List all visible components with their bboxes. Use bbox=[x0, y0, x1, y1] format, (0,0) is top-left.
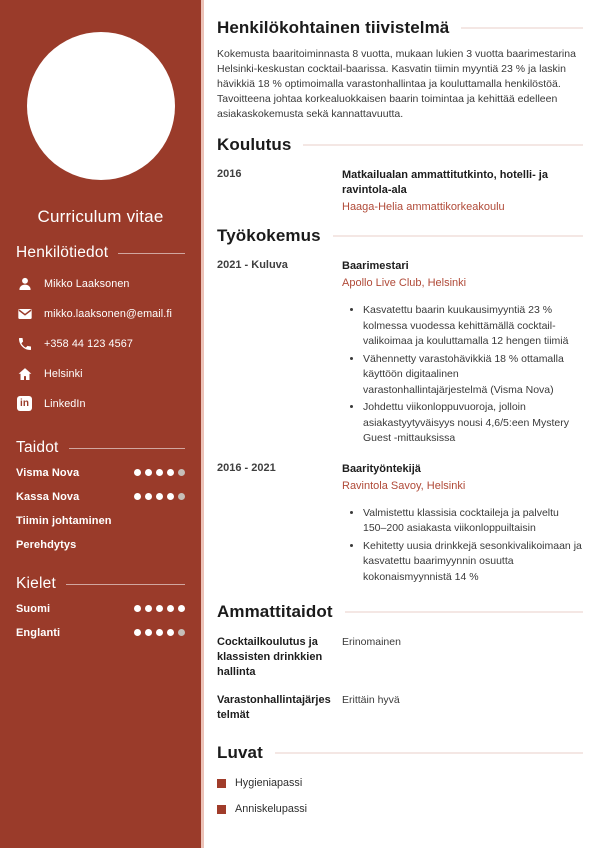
languages-section-heading bbox=[16, 575, 185, 593]
main-content bbox=[204, 0, 600, 848]
professional-skill-label: Cocktailkoulutus ja klassisten drinkkien hallinta bbox=[217, 636, 323, 678]
skill-label: Visma Nova bbox=[16, 466, 80, 479]
contact-email bbox=[16, 305, 185, 322]
contact-location-value: Helsinki bbox=[44, 367, 83, 380]
skill-row bbox=[16, 512, 185, 529]
experience-period: 2016 - 2021 bbox=[217, 461, 276, 474]
experience-organization: Apollo Live Club, Helsinki bbox=[342, 277, 467, 289]
personal-heading-label: Henkilötiedot bbox=[16, 244, 109, 261]
languages-heading-label: Kielet bbox=[16, 575, 56, 592]
heading-divider bbox=[66, 584, 185, 585]
language-label: Englanti bbox=[16, 626, 61, 639]
education-institution: Haaga-Helia ammattikorkeakoulu bbox=[342, 201, 505, 213]
professional-skill-level: Erinomainen bbox=[342, 636, 401, 648]
heading-divider bbox=[118, 253, 185, 254]
contact-location bbox=[16, 365, 185, 382]
phone-icon bbox=[16, 335, 33, 352]
experience-bullet: • Valmistettu klassisia cocktaileja ja palveltu 150–200 asiakasta viikonloppuiltaisin bbox=[363, 506, 583, 537]
experience-bullet: • Kasvatettu baarin kuukausimyyntiä 23 % kolmessa vuodessa kehittämällä cocktail-valikoimaa ja kouluttamalla 12 hengen tiimiä bbox=[363, 303, 583, 350]
contact-name-value: Mikko Laaksonen bbox=[44, 277, 130, 290]
contact-name bbox=[16, 275, 185, 292]
personal-section-heading bbox=[16, 244, 185, 262]
professional-skill-label: Varastonhallintajärjestelmät bbox=[217, 694, 331, 721]
permit-label: Hygieniapassi bbox=[235, 777, 303, 789]
skill-row bbox=[16, 536, 185, 553]
language-row bbox=[16, 600, 185, 617]
contact-linkedin-value: LinkedIn bbox=[44, 397, 86, 410]
heading-rule bbox=[275, 752, 583, 754]
experience-bullet: • Johdettu viikonloppuvuoroja, jolloin asiakastyytyväisyys nousi 4,6/5:een Mystery Guest -mittauksissa bbox=[363, 400, 583, 447]
home-icon bbox=[16, 365, 33, 382]
professional-skill-row bbox=[217, 693, 583, 723]
summary-text: Kokemusta baaritoiminnasta 8 vuotta, mukaan lukien 3 vuotta baarimestarina Helsinki-keskustan cocktail-baarissa. Kasvatin tiimin myyntiä 23 % ja laskin hävikkiä 18 % optimoimalla varastonhallintaa ja kouluttamalla henkilöstöä. Tavoitteena johtaa korkealuokkaisen baarin toimintaa ja kehittää edelleen asiakaskokemusta sekä kannattavuutta. bbox=[217, 48, 576, 120]
education-heading-label: Koulutus bbox=[217, 135, 292, 154]
experience-entry bbox=[217, 259, 583, 449]
sidebar bbox=[0, 0, 204, 848]
experience-details bbox=[342, 259, 583, 449]
permit-label: Anniskelupassi bbox=[235, 803, 308, 815]
heading-rule bbox=[461, 27, 583, 29]
professional-skill-row bbox=[217, 635, 583, 680]
permits-section-heading bbox=[217, 743, 583, 763]
profile-photo-placeholder bbox=[27, 32, 175, 180]
professional-skills-heading-label: Ammattitaidot bbox=[217, 602, 333, 621]
experience-bullet-list bbox=[342, 303, 583, 447]
experience-period: 2021 - Kuluva bbox=[217, 259, 288, 271]
education-entry bbox=[217, 168, 583, 215]
experience-entry bbox=[217, 462, 583, 588]
permits-heading-label: Luvat bbox=[217, 743, 263, 762]
skill-label: Kassa Nova bbox=[16, 490, 80, 503]
square-bullet-icon bbox=[217, 779, 226, 788]
skills-section-heading bbox=[16, 439, 185, 457]
contact-email-value: mikko.laaksonen@email.fi bbox=[44, 307, 172, 320]
language-row bbox=[16, 624, 185, 641]
summary-section-heading bbox=[217, 18, 583, 38]
skills-heading-label: Taidot bbox=[16, 439, 59, 456]
education-section-heading bbox=[217, 135, 583, 155]
experience-title: Baarimestari bbox=[342, 260, 409, 272]
contact-phone bbox=[16, 335, 185, 352]
heading-rule bbox=[345, 611, 583, 613]
experience-details bbox=[342, 462, 583, 588]
professional-skill-level: Erittäin hyvä bbox=[342, 694, 400, 706]
professional-skills-section-heading bbox=[217, 602, 583, 622]
language-rating-dots bbox=[134, 605, 185, 612]
experience-bullet: • Vähennetty varastohävikkiä 18 % ottamalla käyttöön digitaalinen varastonhallintajärjestelmä (Visma Nova) bbox=[363, 352, 583, 399]
language-rating-dots bbox=[134, 629, 185, 636]
experience-bullet: • Kehitetty uusia drinkkejä sesonkivalikoimaan ja kasvatettu baarimyynnin osuutta kokonaismyynnistä 14 % bbox=[363, 539, 583, 586]
skill-rating-dots bbox=[134, 493, 185, 500]
envelope-icon bbox=[16, 305, 33, 322]
skill-rating-dots bbox=[134, 469, 185, 476]
person-icon bbox=[16, 275, 33, 292]
square-bullet-icon bbox=[217, 805, 226, 814]
skill-row bbox=[16, 464, 185, 481]
education-title: Matkailualan ammattitutkinto, hotelli- ja ravintola-ala bbox=[342, 169, 548, 196]
cv-title: Curriculum vitae bbox=[37, 207, 164, 226]
contact-phone-value: +358 44 123 4567 bbox=[44, 337, 133, 350]
summary-heading-label: Henkilökohtainen tiivistelmä bbox=[217, 18, 450, 37]
education-details bbox=[342, 168, 583, 215]
skill-label: Perehdytys bbox=[16, 538, 77, 551]
experience-heading-label: Työkokemus bbox=[217, 226, 321, 245]
linkedin-icon: in bbox=[16, 395, 33, 412]
permit-item bbox=[217, 777, 583, 789]
skill-row bbox=[16, 488, 185, 505]
experience-bullet-list bbox=[342, 506, 583, 586]
experience-section-heading bbox=[217, 226, 583, 246]
experience-title: Baarityöntekijä bbox=[342, 462, 421, 475]
contact-linkedin bbox=[16, 395, 185, 412]
permit-item bbox=[217, 803, 583, 815]
skill-label: Tiimin johtaminen bbox=[16, 514, 112, 527]
heading-divider bbox=[69, 448, 185, 449]
experience-organization: Ravintola Savoy, Helsinki bbox=[342, 479, 466, 492]
heading-rule bbox=[303, 144, 583, 146]
heading-rule bbox=[333, 235, 583, 237]
language-label: Suomi bbox=[16, 602, 51, 615]
contact-list bbox=[16, 275, 185, 412]
education-period: 2016 bbox=[217, 168, 242, 180]
